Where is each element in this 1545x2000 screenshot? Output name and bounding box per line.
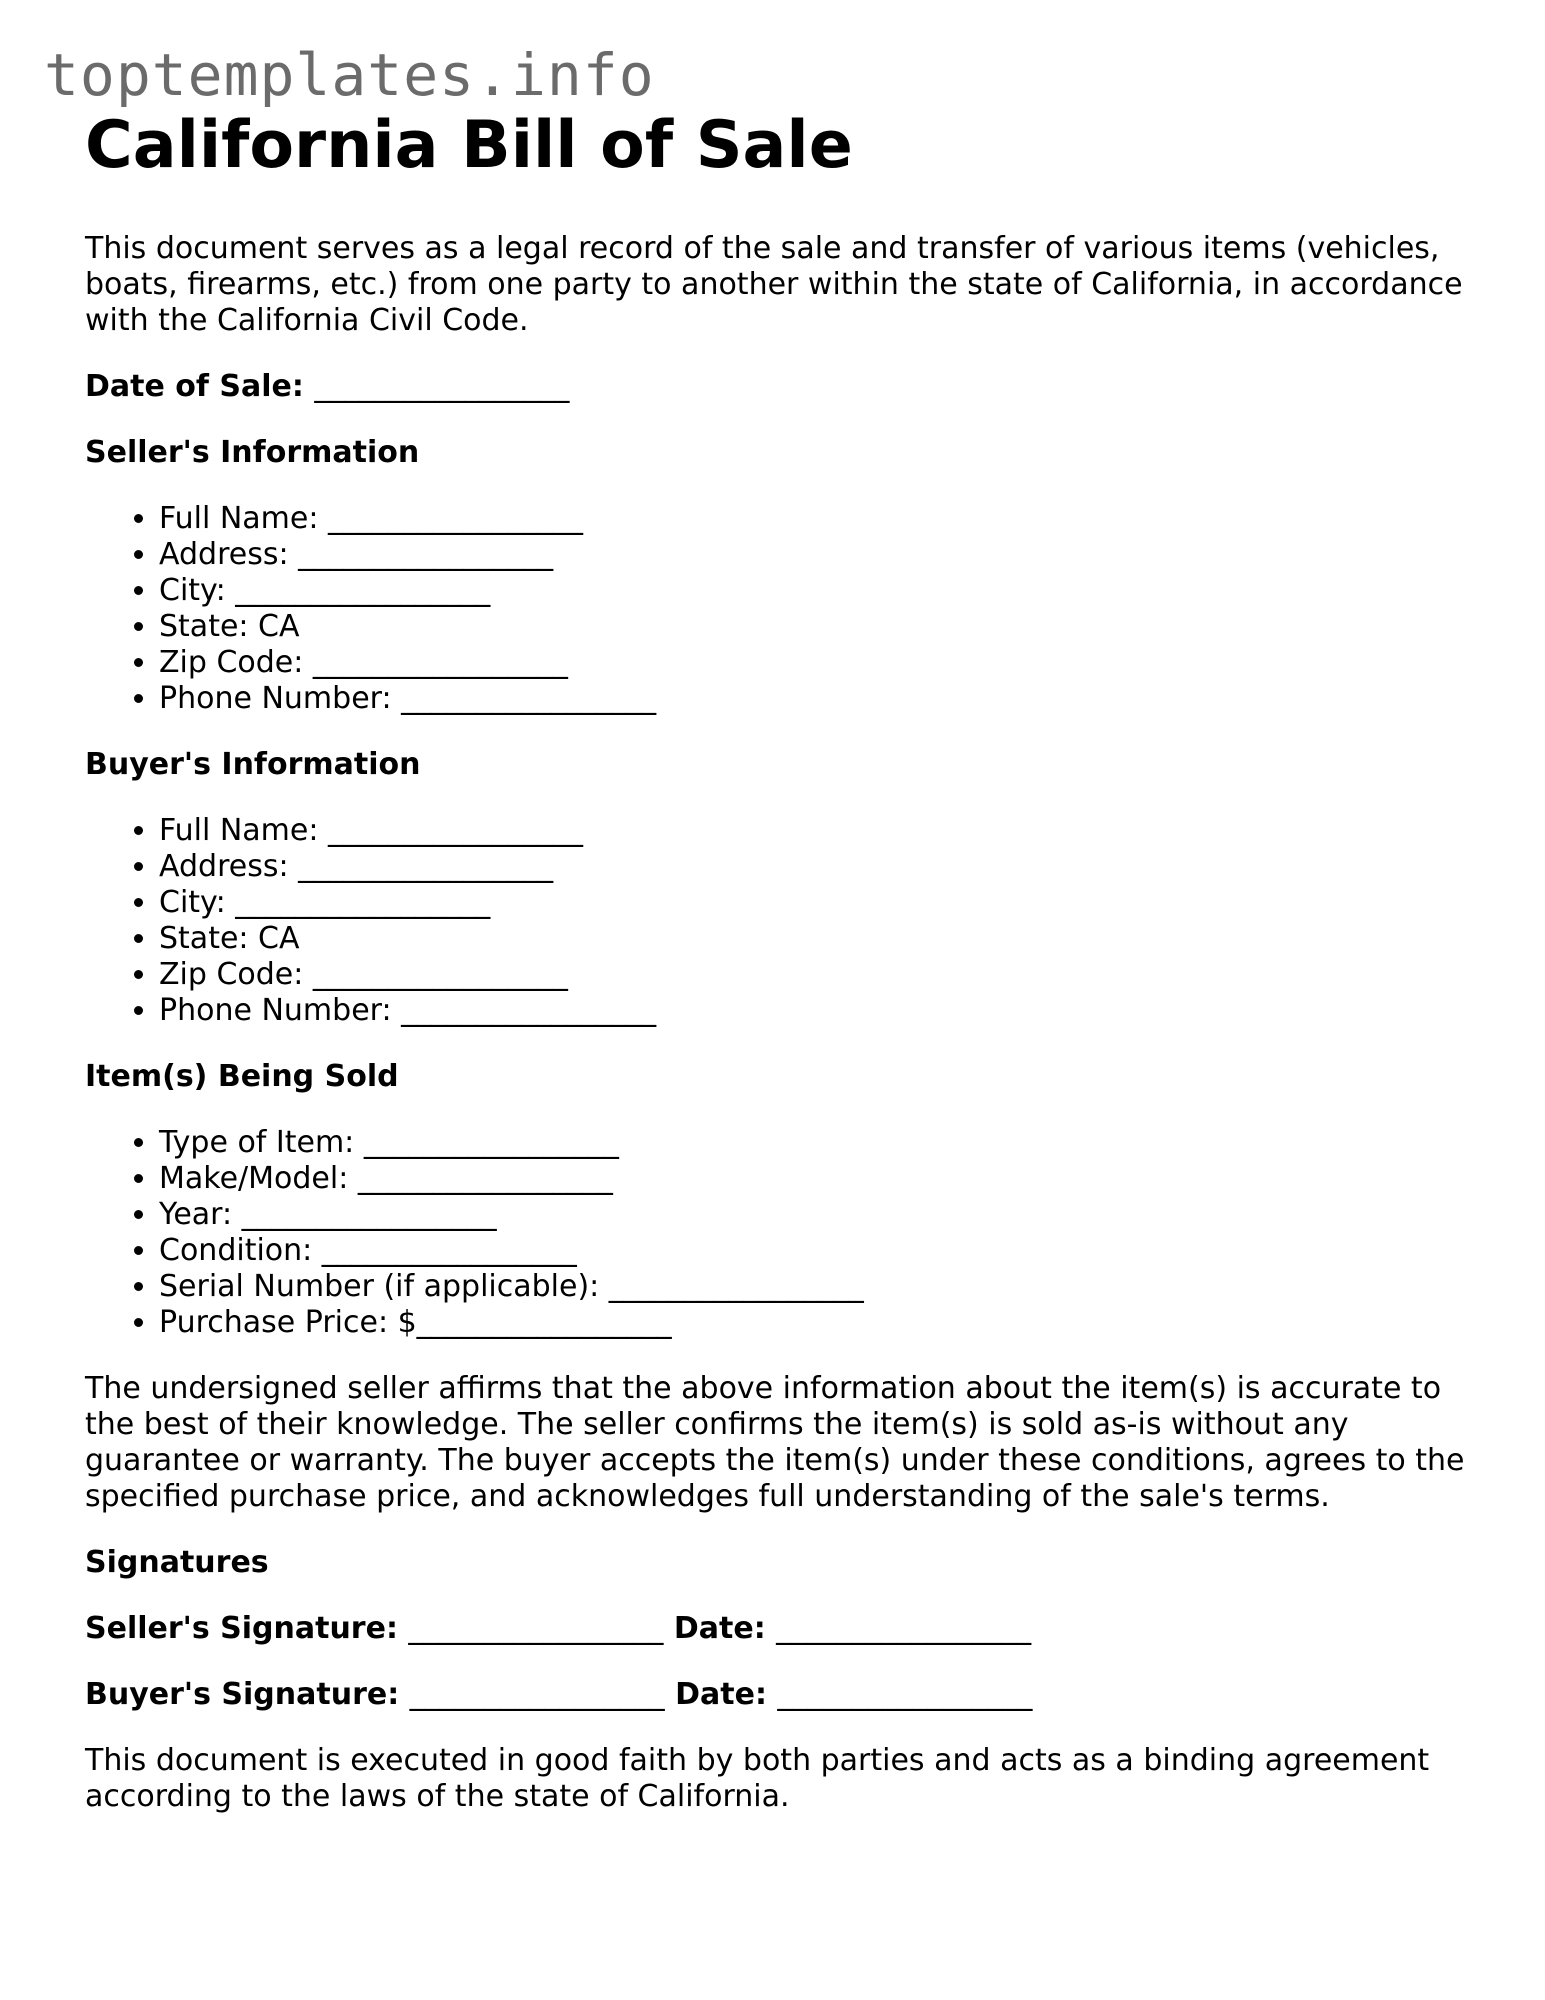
buyer-zip-item: • Zip Code: _________________ bbox=[159, 957, 1485, 993]
seller-signature-line bbox=[85, 1611, 1485, 1647]
seller-signature-label: Seller's Signature: bbox=[85, 1611, 398, 1646]
seller-signature-blank: _________________ bbox=[408, 1611, 664, 1646]
buyer-signature-label: Buyer's Signature: bbox=[85, 1677, 400, 1712]
buyer-address-item: • Address: _________________ bbox=[159, 849, 1485, 885]
seller-info-list bbox=[85, 501, 1485, 717]
watermark: toptemplates.info bbox=[44, 41, 655, 109]
item-serial-number-item: • Serial Number (if applicable): _________________ bbox=[159, 1269, 1485, 1305]
document-title: California Bill of Sale bbox=[85, 108, 853, 183]
item-purchase-price-item: • Purchase Price: $_________________ bbox=[159, 1305, 1485, 1341]
seller-date-blank: _________________ bbox=[776, 1611, 1032, 1646]
item-year-item: • Year: _________________ bbox=[159, 1197, 1485, 1233]
seller-heading: Seller's Information bbox=[85, 435, 420, 470]
item-type-item: • Type of Item: _________________ bbox=[159, 1125, 1485, 1161]
item-condition-item: • Condition: _________________ bbox=[159, 1233, 1485, 1269]
item-make-model-item: • Make/Model: _________________ bbox=[159, 1161, 1485, 1197]
buyer-state-item: • State: CA bbox=[159, 921, 1485, 957]
date-of-sale-line bbox=[85, 369, 1485, 405]
seller-zip-item: • Zip Code: _________________ bbox=[159, 645, 1485, 681]
items-sold-list bbox=[85, 1125, 1485, 1341]
buyer-info-list bbox=[85, 813, 1485, 1029]
intro-paragraph: This document serves as a legal record of the sale and transfer of various items (vehicles, boats, firearms, etc.) from one party to another within the state of California, in accordance with the California Civil Code. bbox=[85, 231, 1463, 338]
items-sold-heading: Item(s) Being Sold bbox=[85, 1059, 399, 1094]
buyer-date-blank: _________________ bbox=[777, 1677, 1033, 1712]
seller-full-name-item: • Full Name: _________________ bbox=[159, 501, 1485, 537]
buyer-signature-line bbox=[85, 1677, 1485, 1713]
buyer-city-item: • City: _________________ bbox=[159, 885, 1485, 921]
seller-city-item: • City: _________________ bbox=[159, 573, 1485, 609]
affirmation-paragraph: The undersigned seller affirms that the above information about the item(s) is accurate to the best of their knowledge. The seller confirms the item(s) is sold as-is without any guarantee or warranty. The buyer accepts the item(s) under these conditions, agrees to the specified purchase price, and acknowledges full understanding of the sale's terms. bbox=[85, 1371, 1465, 1514]
date-of-sale-label: Date of Sale: bbox=[85, 369, 304, 404]
buyer-phone-item: • Phone Number: _________________ bbox=[159, 993, 1485, 1029]
document-body bbox=[85, 105, 1485, 1815]
buyer-full-name-item: • Full Name: _________________ bbox=[159, 813, 1485, 849]
buyer-signature-blank: _________________ bbox=[409, 1677, 665, 1712]
date-of-sale-blank: _________________ bbox=[314, 369, 570, 404]
buyer-date-label: Date: bbox=[675, 1677, 767, 1712]
buyer-heading: Buyer's Information bbox=[85, 747, 421, 782]
seller-phone-item: • Phone Number: _________________ bbox=[159, 681, 1485, 717]
signatures-heading: Signatures bbox=[85, 1545, 269, 1580]
seller-date-label: Date: bbox=[673, 1611, 766, 1646]
seller-state-item: • State: CA bbox=[159, 609, 1485, 645]
closing-paragraph: This document is executed in good faith by both parties and acts as a binding agreement according to the laws of the state of California. bbox=[85, 1743, 1430, 1814]
seller-address-item: • Address: _________________ bbox=[159, 537, 1485, 573]
